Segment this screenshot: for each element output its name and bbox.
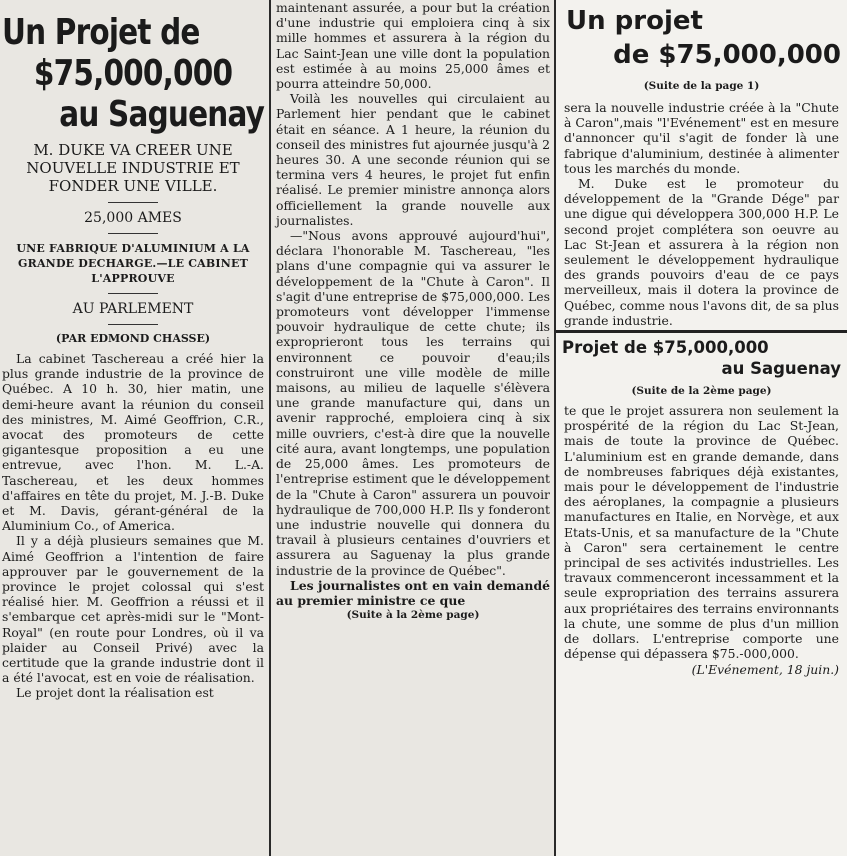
paragraph: Le projet dont la réalisation est bbox=[16, 685, 214, 701]
paragraph: La cabinet Taschereau a créé hier la plus grande industrie de la province de Québec. A 10 h. 30, hier matin, une demi-heure avant la réunion du conseil des ministres, M. Aimé Geoffrion, C.R., avocat des promoteurs de cette gigantesque proposition a eu une entrevue, avec l'hon. M. L.-A. Taschereau, et les deux hommes d'affaires en tête du projet, M. J.-B. Duke et M. Davis, gérant-général de la Aluminium Co., of America. bbox=[2, 351, 264, 534]
section-rule bbox=[556, 330, 847, 333]
headline-line-2: au Saguenay bbox=[721, 359, 841, 379]
middle-column bbox=[272, 0, 554, 856]
divider bbox=[108, 324, 158, 325]
continued-note: (Suite à la 2ème page) bbox=[346, 609, 480, 622]
paragraph: te que le projet assurera non seulement la prospérité de la région du Lac St-Jean, mais de toute la province de Québec. L'aluminium est en grande demande, dans de nombreuses fabriques déjà existantes, mais pour le développement de l'industrie des aéroplanes, la compagnie a plusieurs manufactures en Italie, en Norvège, et aux Etats-Unis, et sa manufacture de la "Chute à Caron" sera certainement le centre principal de ses activités industrielles. Les travaux commenceront incessamment et la seule expropriation des terrains assurera aux propriétaires des terrains environnants la chute, une somme de plus d'un million de dollars. L'entreprise comporte une dépense qui dépassera $75.-000,000. bbox=[564, 403, 839, 662]
deck-1: M. DUKE VA CREER UNE NOUVELLE INDUSTRIE ET FONDER UNE VILLE. bbox=[26, 141, 240, 195]
left-article bbox=[0, 0, 268, 856]
headline-line-3: au Saguenay bbox=[59, 94, 265, 135]
paragraph: Il y a déjà plusieurs semaines que M. Aimé Geoffrion a l'intention de faire approuver par le gouvernement de la province le projet colossal qui s'est réalisé hier. M. Geoffrion a réussi et il s'embarque cet après-midi sur le "Mont-Royal" (en route pour Londres, où il va plaider au Conseil Privé) avec la certitude que la grande industrie dont il a été l'avocat, est en voie de réalisation. bbox=[2, 533, 264, 686]
headline-line-1: Projet de $75,000,000 bbox=[562, 338, 769, 358]
headline bbox=[2, 12, 264, 135]
right-column bbox=[556, 0, 847, 856]
headline-line-2: $75,000,000 bbox=[33, 53, 233, 94]
right-top-article bbox=[556, 80, 847, 328]
divider bbox=[108, 202, 158, 203]
paragraph: maintenant assurée, a pour but la création d'une industrie qui emploiera cinq à six mille hommes et assurera à la région du Lac Saint-Jean une ville dont la population est estimée à au moins 25,000 âmes et pourra atteindre 50,000. bbox=[276, 0, 550, 92]
headline-line-1: Un Projet de bbox=[2, 12, 200, 53]
deck-3: UNE FABRIQUE D'ALUMINIUM A LA GRANDE DECHARGE.—LE CABINET L'APPROUVE bbox=[16, 242, 250, 285]
deck-4: AU PARLEMENT bbox=[72, 301, 194, 317]
paragraph: M. Duke est le promoteur du développement de la "Grande Dége" par une digue qui développera 300,000 H.P. Le second projet complétera son oeuvre au Lac St-Jean et assurera à la région non seulement le développement hydraulique des grands pouvoirs d'eau de ce pays merveilleux, mais il dotera la province de Québec, comme nous l'avons dit, de sa plus grande industrie. bbox=[564, 176, 839, 328]
continued-from: (Suite de la page 1) bbox=[643, 80, 760, 92]
divider bbox=[108, 233, 158, 234]
continued-from: (Suite de la 2ème page) bbox=[631, 385, 772, 398]
paragraph: —"Nous avons approuvé aujourd'hui", déclara l'honorable M. Taschereau, "les plans d'une compagnie qui va assurer le développement de la "Chute à Caron". Il s'agit d'une entreprise de $75,000,000. Les promoteurs vont développer l'immense pouvoir hydraulique de cette chute; ils exproprieront tous les terrains qui environnent ce pouvoir d'eau;ils construiront une ville modèle de mille maisons, au milieu de laquelle s'élèvera une grande manufacture qui, dans un avenir rapproché, emploiera cinq à six mille ouvriers, c'est-à dire que la nouvelle cité aura, avant longtemps, une population de 25,000 âmes. Les promoteurs de l'entreprise estiment que le développement de la "Chute à Caron" assurera un pouvoir hydraulique de 700,000 H.P. Ils y fonderont une industrie nouvelle qui donnera du travail à plusieurs centaines d'ouvriers et assurera au Saguenay la plus grande industrie de la province de Québec". bbox=[276, 228, 550, 578]
column-rule bbox=[269, 0, 271, 856]
byline: (PAR EDMOND CHASSE) bbox=[55, 332, 211, 345]
divider bbox=[108, 293, 158, 294]
right-top-headline bbox=[566, 4, 847, 72]
signature-line bbox=[564, 662, 839, 677]
paragraph: sera la nouvelle industrie créée à la "Chute à Caron",mais "l'Evénement" est en mesure d'annoncer qu'il s'agit de fonder là une fabrique d'aluminium, destinée à alimenter tous les marchés du monde. bbox=[564, 100, 839, 176]
right-bottom-headline bbox=[562, 337, 847, 379]
signature: (L'Evénement, 18 juin.) bbox=[691, 661, 839, 677]
paragraph: Les journalistes ont en vain demandé au premier ministre ce que bbox=[276, 577, 550, 608]
paragraph: Voilà les nouvelles qui circulaient au Parlement hier pendant que le cabinet était en séance. A 1 heure, la réunion du conseil des ministres fut ajournée jusqu'à 2 heures 30. A une seconde réunion qui se termina vers 4 heures, le projet fut enfin réalisé. Le premier ministre annonça alors officiellement la grande nouvelle aux journalistes. bbox=[276, 91, 550, 228]
headline-line-2: de $75,000,000 bbox=[613, 40, 841, 70]
headline-line-1: Un projet bbox=[566, 6, 703, 36]
deck-2: 25,000 AMES bbox=[84, 210, 182, 226]
right-bottom-article bbox=[556, 385, 847, 677]
